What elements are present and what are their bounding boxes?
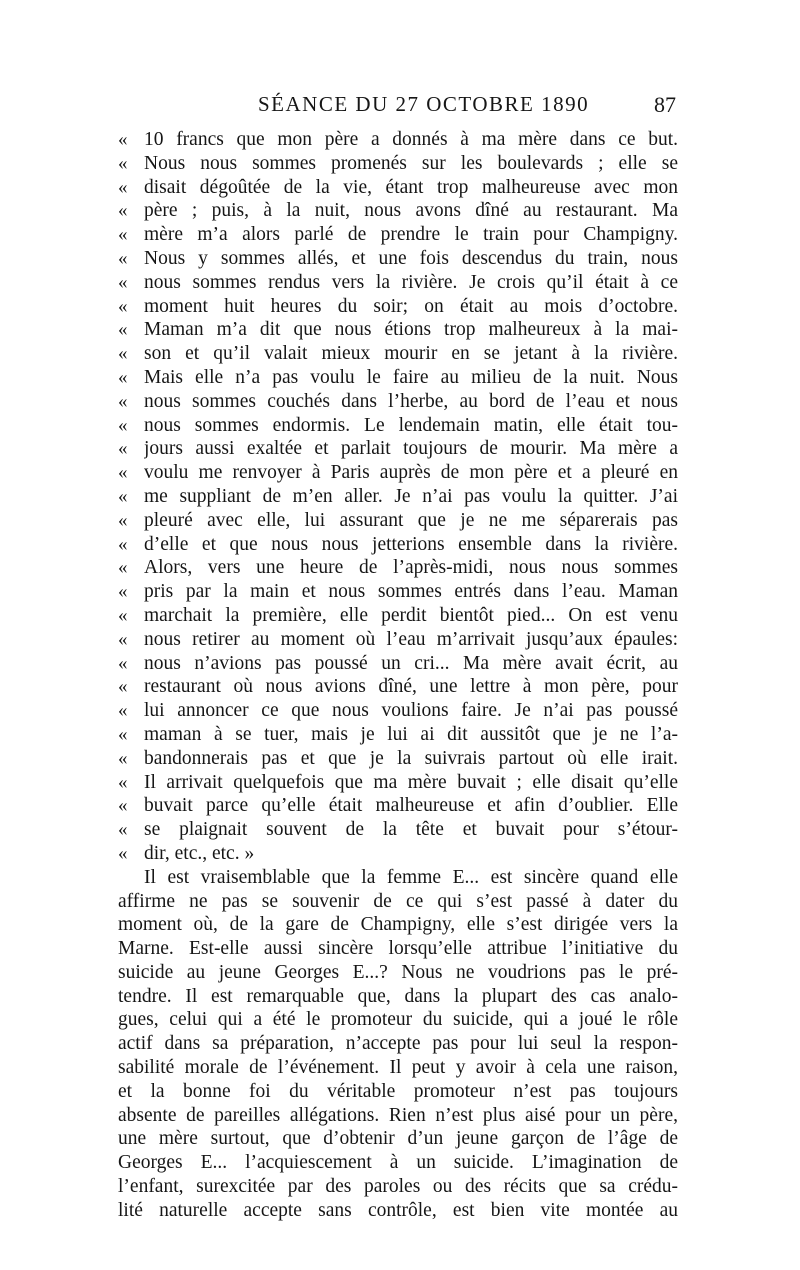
quote-mark: «	[118, 581, 128, 603]
text-row	[118, 961, 678, 985]
text-line: Georges E... l’acquiescement à un suicide. L’imagination de	[118, 1152, 678, 1174]
text-line: se plaignait souvent de la tête et buvait pour s’étour-	[144, 819, 678, 841]
text-line: marchait la première, elle perdit bientôt pied... On est venu	[144, 604, 678, 626]
text-line: dir, etc., etc. »	[144, 842, 255, 864]
text-row	[118, 1008, 678, 1032]
text-row	[118, 866, 678, 890]
text-line: Marne. Est-elle aussi sincère lorsqu’elle attribue l’initiative du	[118, 938, 678, 960]
text-row	[118, 318, 678, 342]
text-line: gues, celui qui a été le promoteur du suicide, qui a joué le rôle	[118, 1009, 678, 1031]
text-row	[118, 652, 678, 676]
text-row	[118, 818, 678, 842]
text-line: nous retirer au moment où l’eau m’arrivait jusqu’aux épaules:	[144, 628, 678, 650]
quote-mark: «	[118, 700, 128, 722]
text-line: pris par la main et nous sommes entrés dans l’eau. Maman	[144, 581, 678, 603]
text-row	[118, 176, 678, 200]
text-line: bandonnerais pas et que je la suivrais partout où elle irait.	[144, 747, 678, 769]
text-line: moment huit heures du soir; on était au mois d’octobre.	[144, 295, 678, 317]
quoted-testimony	[118, 128, 678, 866]
quote-mark: «	[118, 152, 128, 174]
text-line: nous sommes endormis. Le lendemain matin, elle était tou-	[144, 414, 678, 436]
quote-mark: «	[118, 771, 128, 793]
text-line: affirme ne pas se souvenir de ce qui s’est passé à dater du	[118, 890, 678, 912]
page-number: 87	[654, 92, 676, 117]
quote-mark: «	[118, 366, 128, 388]
quote-mark: «	[118, 747, 128, 769]
text-line: Il est vraisemblable que la femme E... est sincère quand elle	[144, 866, 678, 888]
quote-mark: «	[118, 224, 128, 246]
text-row	[118, 985, 678, 1009]
text-line: Nous nous sommes promenés sur les boulevards ; elle se	[144, 152, 678, 174]
text-line: suicide au jeune Georges E...? Nous ne voudrions pas le pré-	[118, 961, 678, 983]
text-row	[118, 1199, 678, 1223]
text-line: absente de pareilles allégations. Rien n’est plus aisé pour un père,	[118, 1104, 678, 1126]
quote-mark: «	[118, 295, 128, 317]
text-line: tendre. Il est remarquable que, dans la plupart des cas analo-	[118, 985, 678, 1007]
text-line: 10 francs que mon père a donnés à ma mère dans ce but.	[144, 129, 678, 150]
quote-mark: «	[118, 390, 128, 412]
quote-mark: «	[118, 176, 128, 198]
text-row	[118, 580, 678, 604]
text-line: d’elle et que nous nous jetterions ensemble dans la rivière.	[144, 533, 678, 555]
text-line: nous sommes couchés dans l’herbe, au bord de l’eau et nous	[144, 390, 678, 412]
text-row	[118, 699, 678, 723]
quote-mark: «	[118, 604, 128, 626]
quote-mark: «	[118, 795, 128, 817]
text-row	[118, 723, 678, 747]
body-text	[118, 128, 678, 1223]
text-line: père ; puis, à la nuit, nous avons dîné au restaurant. Ma	[144, 200, 678, 222]
text-line: et la bonne foi du véritable promoteur n’est pas toujours	[118, 1080, 678, 1102]
text-row	[118, 509, 678, 533]
text-line: Il arrivait quelquefois que ma mère buvait ; elle disait qu’elle	[144, 771, 678, 793]
text-line: Alors, vers une heure de l’après-midi, nous nous sommes	[144, 557, 678, 579]
quote-mark: «	[118, 343, 128, 365]
text-row	[118, 1175, 678, 1199]
text-row	[118, 1056, 678, 1080]
text-line: Maman m’a dit que nous étions trop malheureux à la mai-	[144, 319, 678, 341]
text-row	[118, 628, 678, 652]
text-row	[118, 842, 678, 866]
text-line: nous n’avions pas poussé un cri... Ma mère avait écrit, au	[144, 652, 678, 674]
quote-mark: «	[118, 129, 128, 150]
text-row	[118, 128, 678, 152]
text-row	[118, 771, 678, 795]
text-line: nous sommes rendus vers la rivière. Je crois qu’il était à ce	[144, 271, 678, 293]
text-row	[118, 271, 678, 295]
quote-mark: «	[118, 247, 128, 269]
quote-mark: «	[118, 462, 128, 484]
text-row	[118, 604, 678, 628]
text-line: Nous y sommes allés, et une fois descendus du train, nous	[144, 247, 678, 269]
text-row	[118, 1151, 678, 1175]
text-row	[118, 414, 678, 438]
text-row	[118, 533, 678, 557]
quote-mark: «	[118, 842, 128, 864]
text-line: sabilité morale de l’événement. Il peut y avoir à cela une raison,	[118, 1057, 678, 1079]
quote-mark: «	[118, 485, 128, 507]
text-line: l’enfant, surexcitée par des paroles ou des récits que sa crédu-	[118, 1176, 678, 1198]
quote-mark: «	[118, 533, 128, 555]
quote-mark: «	[118, 414, 128, 436]
text-row	[118, 366, 678, 390]
quote-mark: «	[118, 319, 128, 341]
text-row	[118, 390, 678, 414]
text-row	[118, 1080, 678, 1104]
text-line: son et qu’il valait mieux mourir en se jetant à la rivière.	[144, 343, 678, 365]
text-line: une mère surtout, que d’obtenir d’un jeune garçon de l’âge de	[118, 1128, 678, 1150]
quote-mark: «	[118, 438, 128, 460]
page-header	[118, 92, 676, 122]
text-line: lité naturelle accepte sans contrôle, est bien vite montée au	[118, 1199, 678, 1221]
text-row	[118, 1127, 678, 1151]
text-row	[118, 937, 678, 961]
text-row	[118, 747, 678, 771]
commentary-paragraph	[118, 866, 678, 1223]
text-row	[118, 556, 678, 580]
quote-mark: «	[118, 628, 128, 650]
text-row	[118, 890, 678, 914]
text-line: restaurant où nous avions dîné, une lettre à mon père, pour	[144, 676, 678, 698]
text-line: mère m’a alors parlé de prendre le train pour Champigny.	[144, 224, 678, 246]
quote-mark: «	[118, 509, 128, 531]
quote-mark: «	[118, 557, 128, 579]
text-line: disait dégoûtée de la vie, étant trop malheureuse avec mon	[144, 176, 678, 198]
text-line: pleuré avec elle, lui assurant que je ne me séparerais pas	[144, 509, 678, 531]
quote-mark: «	[118, 723, 128, 745]
quote-mark: «	[118, 652, 128, 674]
text-row	[118, 461, 678, 485]
text-line: lui annoncer ce que nous voulions faire. Je n’ai pas poussé	[144, 700, 678, 722]
text-line: moment où, de la gare de Champigny, elle s’est dirigée vers la	[118, 914, 678, 936]
text-row	[118, 794, 678, 818]
text-row	[118, 485, 678, 509]
text-row	[118, 295, 678, 319]
quote-mark: «	[118, 819, 128, 841]
text-row	[118, 152, 678, 176]
text-row	[118, 437, 678, 461]
text-line: actif dans sa préparation, n’accepte pas pour lui seul la respon-	[118, 1033, 678, 1055]
running-title: SÉANCE DU 27 OCTOBRE 1890	[258, 92, 590, 116]
text-row	[118, 247, 678, 271]
text-line: me suppliant de m’en aller. Je n’ai pas voulu la quitter. J’ai	[144, 485, 678, 507]
quote-mark: «	[118, 271, 128, 293]
text-line: voulu me renvoyer à Paris auprès de mon père et a pleuré en	[144, 462, 678, 484]
text-row	[118, 1032, 678, 1056]
text-row	[118, 223, 678, 247]
text-row	[118, 675, 678, 699]
text-line: buvait parce qu’elle était malheureuse et afin d’oublier. Elle	[144, 795, 678, 817]
text-row	[118, 342, 678, 366]
text-line: maman à se tuer, mais je lui ai dit aussitôt que je ne l’a-	[144, 723, 678, 745]
quote-mark: «	[118, 676, 128, 698]
text-row	[118, 199, 678, 223]
text-line: jours aussi exaltée et parlait toujours de mourir. Ma mère a	[144, 438, 678, 460]
text-line: Mais elle n’a pas voulu le faire au milieu de la nuit. Nous	[144, 366, 678, 388]
text-row	[118, 913, 678, 937]
quote-mark: «	[118, 200, 128, 222]
text-row	[118, 1104, 678, 1128]
